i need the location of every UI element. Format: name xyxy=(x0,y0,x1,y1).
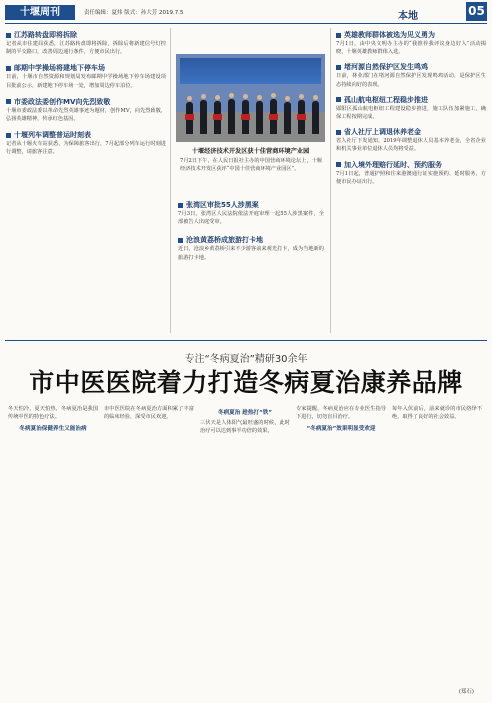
award-ceremony-photo xyxy=(176,54,325,142)
bullet-square-icon xyxy=(336,65,341,70)
feature-paragraph: 市中医医院在冬病夏治方面积累了丰富的临床经验，深受市民欢迎。 xyxy=(104,406,194,421)
feature-column xyxy=(296,405,386,435)
award-certificate xyxy=(269,114,278,120)
award-certificate xyxy=(297,114,306,120)
photo-caption-title: 十堰经济技术开发区获十佳营商环境产业园 xyxy=(191,148,310,155)
award-certificate xyxy=(213,114,222,120)
person-figure xyxy=(284,102,291,134)
brief-body: 日前，林业部门在堵河源自然保护区发现鸣鸡活动，是保护区生态持续向好的表现。 xyxy=(336,73,486,88)
feature-column xyxy=(200,405,290,435)
bullet-square-icon xyxy=(178,238,183,243)
brief-item xyxy=(336,30,486,56)
brief-item xyxy=(6,30,166,56)
feature-column xyxy=(392,405,482,421)
brief-item xyxy=(6,97,166,123)
feature-paragraph: 冬天怕冷，夏天怕热，冬病夏治是我国传统中医的特色疗法。 xyxy=(8,406,98,421)
award-certificate xyxy=(241,114,250,120)
feature-column xyxy=(8,405,98,435)
brief-headline: 沧浪黄荔桥成旅游打卡地 xyxy=(178,235,324,245)
newspaper-logo: 十堰周刊 xyxy=(5,5,75,20)
bullet-square-icon xyxy=(336,33,341,38)
brief-headline: 张湾区审批55人涉黑案 xyxy=(178,200,324,210)
brief-headline: 江苏路转盘即将拆除 xyxy=(6,30,166,40)
column-divider xyxy=(170,28,171,333)
bullet-square-icon xyxy=(336,97,341,102)
bullet-square-icon xyxy=(178,203,183,208)
brief-headline: 省人社厅上调退休养老金 xyxy=(336,127,486,137)
person-figure xyxy=(312,101,319,134)
person-figure xyxy=(228,99,235,134)
bullet-square-icon xyxy=(6,66,11,71)
feature-paragraph: 每年入伏前后，前来就诊的市民络绎不绝，取得了良好的社会效益。 xyxy=(392,406,482,421)
person-figure xyxy=(200,100,207,134)
brief-body: 7月1日，由中央文明办主办的“我推荐我评议身边好人”活动揭晓，十堰英雄教师群体入选。 xyxy=(336,41,486,56)
brief-headline: 加入境外理赔行延时、预约服务 xyxy=(336,160,486,170)
brief-item xyxy=(178,235,324,261)
middle-column xyxy=(178,200,324,262)
brief-body: 7月1日起，普通护照和往来港澳通行证实施预约、延时服务，方便市民办证出行。 xyxy=(336,170,486,185)
brief-body: 十堰市委政法委以革命先烈英雄事迹为题材，创作MV，向先烈致敬，弘扬英雄精神，传承红色基因。 xyxy=(6,107,166,123)
brief-item xyxy=(6,63,166,89)
bullet-square-icon xyxy=(336,162,341,167)
brief-item xyxy=(336,127,486,153)
brief-item xyxy=(336,95,486,121)
brief-body: 日前，十堰市自然资源和规划局发布邮期中学操场地下停车场建设项目批前公示，新建地下停车场一处，增加周边停车泊位。 xyxy=(6,74,166,89)
brief-headline: 邮期中学操场将建地下停车场 xyxy=(6,63,166,73)
column-divider xyxy=(330,28,331,333)
feature-subhead: “冬病夏治”效果明显受欢迎 xyxy=(306,426,376,433)
brief-headline: 孤山航电枢纽工程稳步推进 xyxy=(336,95,486,105)
brief-body: 7月3日，张湾区人民法院依法开庭审理一起55人涉黑案件，全部被告人出庭受审。 xyxy=(178,211,324,226)
brief-headline: 市委政法委创作MV向先烈致敬 xyxy=(6,97,166,107)
brief-item xyxy=(336,160,486,186)
brief-headline: 英雄教师群体被选为见义勇为 xyxy=(336,30,486,40)
right-column xyxy=(336,30,486,186)
feature-column xyxy=(104,405,194,421)
photo-caption: 7月2日下午，在人民日报社主办的中国营商环境论坛上，十堰经济技术开发区获评“中国十佳营商环境产业园区”。 xyxy=(180,158,322,172)
brief-body: 郧阳区孤山航电枢纽工程建设稳步推进，施工队伍加紧施工，确保工程按期完成。 xyxy=(336,105,486,121)
feature-subhead: 冬病夏治 趁热打“铁” xyxy=(217,410,273,416)
feature-paragraph: 专家提醒，冬病夏治应在专业医生指导下进行，切勿盲目治疗。 xyxy=(296,406,386,421)
feature-kicker: 专注“冬病夏治”精研30余年 xyxy=(184,354,308,365)
brief-headline: 十堰列车调整普运时刻表 xyxy=(6,130,166,140)
feature-paragraph: 三伏天是人体阳气最旺盛的时候，此时治疗可以达到事半功倍的效果。 xyxy=(200,420,290,435)
author-byline: (郑石) xyxy=(458,689,474,695)
bullet-square-icon xyxy=(6,33,11,38)
brief-body: 省人社厅下发通知，2019年调整退休人员基本养老金，全省企业和机关事业单位退休人员均将受益。 xyxy=(336,138,486,153)
brief-body: 近日，沧浪乡黄荔桥引来不少游客前来观光打卡，成为当地新的旅游打卡地。 xyxy=(178,246,324,261)
left-column xyxy=(6,30,166,164)
bullet-square-icon xyxy=(6,133,11,138)
bullet-square-icon xyxy=(6,99,11,104)
brief-item xyxy=(6,130,166,156)
page-number: 05 xyxy=(466,2,487,21)
editor-credits: 责任编辑：夏炜 版式：孙大芳 2019.7.5 xyxy=(84,10,184,16)
bullet-square-icon xyxy=(336,130,341,135)
person-figure xyxy=(256,101,263,134)
feature-divider xyxy=(5,340,487,341)
stage-banner xyxy=(180,58,321,84)
section-title: 本地 xyxy=(398,11,418,22)
brief-body: 记者从十堰火车站获悉，为保障旅客出行，7月起部分列车运行时刻进行调整，请旅客注意。 xyxy=(6,141,166,156)
brief-headline: 堵河源自然保护区发生鸣鸡 xyxy=(336,62,486,72)
top-rule xyxy=(5,23,487,24)
feature-subhead: 冬病夏治保健养生又能治病 xyxy=(19,426,87,433)
award-certificate xyxy=(185,114,194,120)
feature-headline: 市中医医院着力打造冬病夏治康养品牌 xyxy=(29,368,463,397)
brief-item xyxy=(178,200,324,226)
brief-body: 记者从市住建局获悉，江苏路转盘即将拆除，拆除后将新建信号灯控制的平交路口，改善周边通行条件，方便市民出行。 xyxy=(6,41,166,56)
brief-item xyxy=(336,62,486,88)
